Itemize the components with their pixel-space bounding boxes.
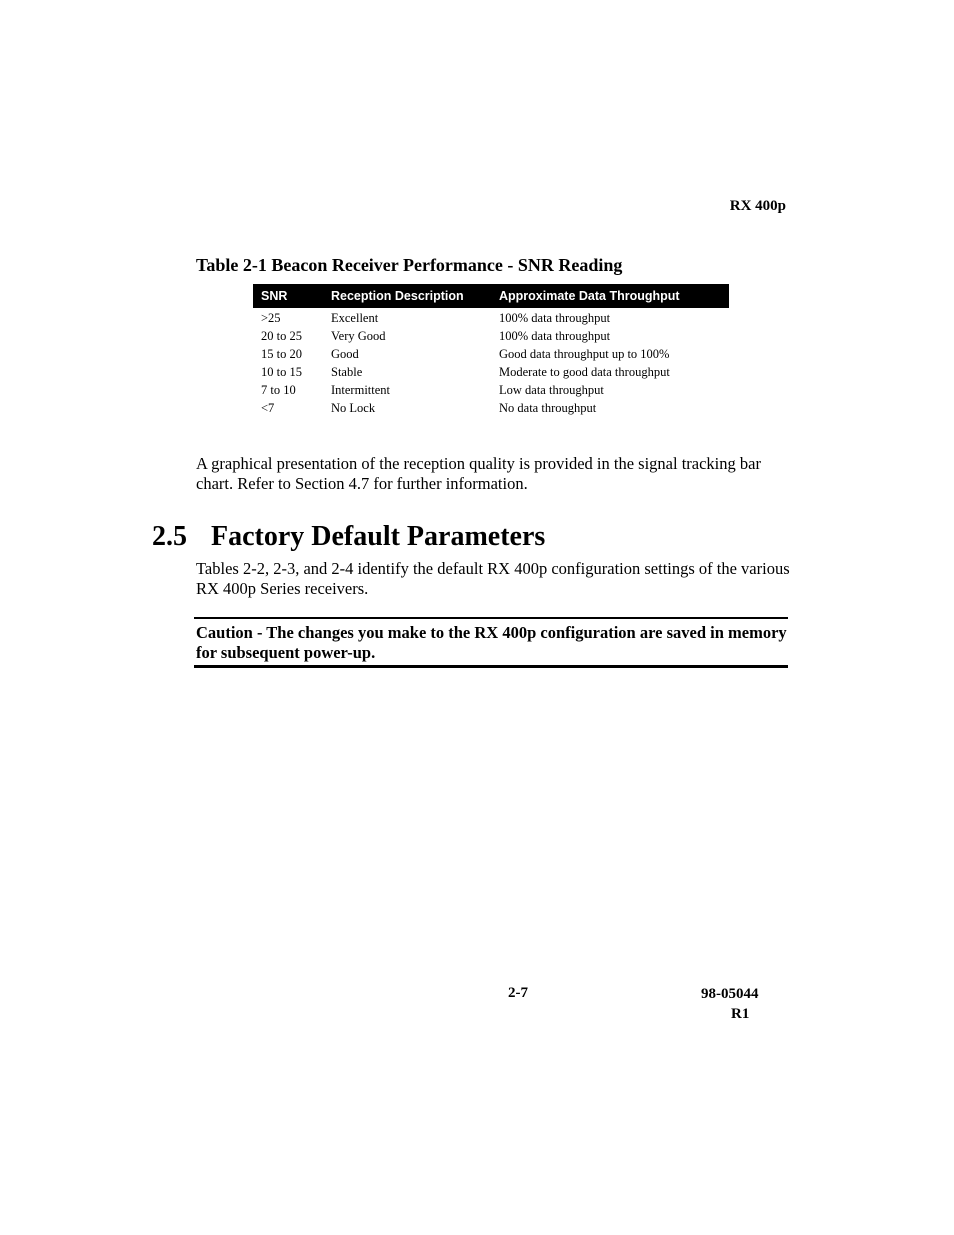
document-revision: R1	[731, 1006, 750, 1022]
reception-quality-paragraph: A graphical presentation of the reception quality is provided in the signal tracking bar chart. Refer to Section 4.7 for further information.	[196, 454, 761, 493]
table-row	[253, 381, 729, 399]
table-cell-throughput: Moderate to good data throughput	[499, 365, 670, 379]
table-cell-throughput: 100% data throughput	[499, 311, 611, 325]
table-row	[253, 399, 729, 417]
table-cell-throughput: 100% data throughput	[499, 329, 611, 343]
document-number	[690, 984, 786, 1024]
table-cell-snr: <7	[261, 401, 275, 415]
table-cell-snr: >25	[261, 311, 281, 325]
document-id: 98-05044	[701, 986, 759, 1002]
table-caption: Table 2-1 Beacon Receiver Performance - SNR Reading	[196, 255, 623, 275]
table-cell-throughput: Low data throughput	[499, 383, 604, 397]
table-header-row	[253, 284, 729, 308]
table-cell-throughput: Good data throughput up to 100%	[499, 347, 670, 361]
table-row	[253, 345, 729, 363]
table-cell-throughput: No data throughput	[499, 401, 597, 415]
section-intro-paragraph: Tables 2-2, 2-3, and 2-4 identify the default RX 400p configuration settings of the various RX 400p Series receivers.	[196, 559, 790, 598]
table-row	[253, 308, 729, 327]
table-row	[253, 363, 729, 381]
section-title: Factory Default Parameters	[211, 521, 546, 552]
table-cell-snr: 15 to 20	[261, 347, 302, 361]
section-number: 2.5	[152, 521, 187, 552]
table-cell-snr: 7 to 10	[261, 383, 296, 397]
table-cell-description: Very Good	[331, 329, 386, 343]
section-heading	[152, 520, 545, 554]
table-cell-snr: 10 to 15	[261, 365, 302, 379]
caution-notice: Caution - The changes you make to the RX 400p configuration are saved in memory for subsequent power-up.	[194, 617, 788, 668]
column-header-approximate-data-throughput: Approximate Data Throughput	[491, 284, 729, 308]
table-row	[253, 327, 729, 345]
table-cell-description: No Lock	[331, 401, 376, 415]
table-cell-description: Excellent	[331, 311, 379, 325]
column-header-snr: SNR	[253, 284, 323, 308]
running-header: RX 400p	[729, 198, 786, 214]
table-cell-description: Good	[331, 347, 359, 361]
snr-table	[253, 284, 729, 417]
table-cell-description: Stable	[331, 365, 363, 379]
table-cell-description: Intermittent	[331, 383, 391, 397]
table-cell-snr: 20 to 25	[261, 329, 302, 343]
page-number: 2-7	[508, 985, 528, 1001]
column-header-reception-description: Reception Description	[323, 284, 491, 308]
